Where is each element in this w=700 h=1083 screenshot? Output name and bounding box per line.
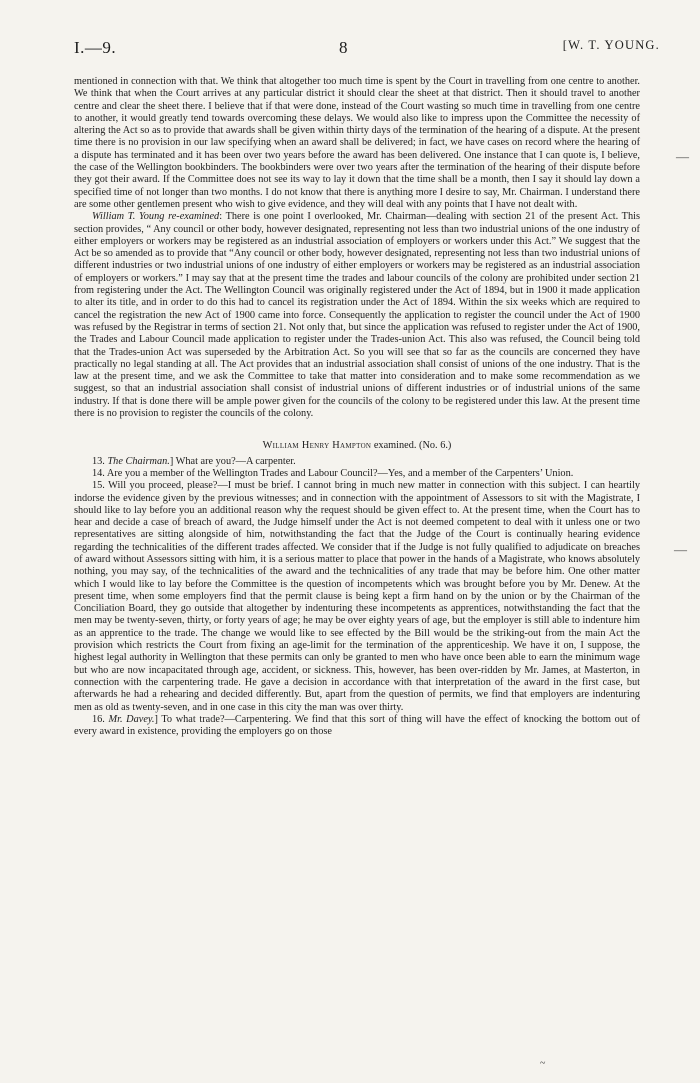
margin-mark: — xyxy=(676,149,689,164)
question xyxy=(74,714,640,739)
examination-label: examined. (No. 6.) xyxy=(373,440,452,452)
margin-mark: ~ xyxy=(540,1058,546,1069)
document-body xyxy=(74,76,640,738)
questioner: Mr. Davey. xyxy=(108,713,155,725)
witness-reference: [W. T. YOUNG. xyxy=(562,38,660,52)
examination-heading xyxy=(74,440,640,452)
witness-name: William T. Young xyxy=(92,211,165,223)
witness-name: William Henry Hampton xyxy=(262,440,372,452)
question xyxy=(74,456,640,468)
question: 15. Will you proceed, please?—I must be brief. I cannot bring in much new matter in connection with this subject. I can heartily indorse the evidence given by the previous witnesses; and in connection with the appointment of Assessors to sit with the Magistrate, I should like to lay before you an additional reason why the request should be given effect to. At the present time, when the Court has to hear and decide a case of breach of award, the Judge himself under the Act is not deemed competent to deal with it unless one or two representatives are sitting alongside of him, notwithstanding the fact that the Judge of the Court is continually hearing evidence regarding the technicalities of the different trades affected. We consider that if the Judge is not fully qualified to adjudicate on breaches of award without Assessors sitting with him, it is a serious matter to place that power in the hands of a Magistrate, who knows absolutely nothing, you may say, of the technicalities of the award and the technicalities of any trade that may be before him. One other matter which I would like to lay before the Committee is the question of incompetents which was brought before you by Mr. Denew. At the present time, when some employers find that the permit clause is being kept a firm hand on by the union or by the Chairman of the Conciliation Board, they go outside that altogether by indenturing these incompetents as apprentices, notwithstanding the fact that the men may be twenty-seven, thirty, or forty years of age; he may be over eighty years of age, but the employer is still able to indenture him as an apprentice to the trade. The change we would like to see effected by the Bill would be the striking-out from the main Act the provision which restricts the Court from fixing an age-limit for the termination of the apprenticeship. We have it on, I suppose, the highest legal authority in Wellington that these permits can only be granted to men who have once been able to earn the minimum wage but who are now incapacitated through age, accident, or sickness. This, however, has been over-ridden by Mr. James, at Masterton, in connection with the carpentering trade. He gave a decision in accordance with that interpretation of the award in the first case, but afterwards he had a rehearing and decided differently. But, apart from the question of permits, we find that employers are indenturing men as old as twenty-seven, and in one case in this city the man was over thirty. xyxy=(74,480,640,713)
page-number: 8 xyxy=(339,38,348,57)
witness-status: re-examined xyxy=(168,211,220,223)
questioner: The Chairman. xyxy=(107,455,170,467)
paragraph xyxy=(74,211,640,420)
question-number: 13. xyxy=(92,455,105,467)
question-number: 16. xyxy=(92,713,105,725)
document-page xyxy=(74,38,660,738)
paragraph: mentioned in connection with that. We think that altogether too much time is spent by the Court in travelling from one centre to another. We think that when the Court arrives at any particular district it should clear the sheet at that district. Then it should travel to another centre and clear the sheet there. I believe that if that were done, instead of the Court wasting so much time in travelling from one centre to another, it would greatly tend towards overcoming these delays. We would also like to impress upon the Committee the necessity of altering the Act so as to provide that awards shall be given within thirty days of the termination of the hearing of a dispute. At the present time there is no provision in our law specifying when an award shall be delivered; in fact, we have cases on record where the hearing of a dispute has terminated and it has been over two years before the award has been delivered. One instance that I can quote is, I believe, the case of the Wellington bookbinders. The bookbinders were over two years after the termination of the hearing of their dispute before they got their award. If the Committee does not see its way to lay it down that the time shall be a month, then I say it should lay down a specified time of not longer than two months. I do not know that there is anything more I desire to say, Mr. Chairman. I understand there are some other gentlemen present who wish to give evidence, and they will deal with any points that I have not dealt with. xyxy=(74,76,640,210)
question-text: ] To what trade?—Carpentering. We find that this sort of thing will have the effect of knocking the bottom out of every award in existence, providing the employers go on those xyxy=(74,713,640,738)
page-header xyxy=(74,38,660,60)
question-text: ] What are you?—A carpenter. xyxy=(169,455,296,467)
margin-mark: — xyxy=(674,542,687,557)
page-reference: I.—9. xyxy=(74,38,117,57)
question: 14. Are you a member of the Wellington Trades and Labour Council?—Yes, and a member of the Carpenters’ Union. xyxy=(92,467,574,479)
paragraph-text: : There is one point I overlooked, Mr. Chairman—dealing with section 21 of the present Act. This section provides, “ Any council or other body, however designated, representing not less than two industrial unions of the one industry of either employers or workers may be registered as an industrial association of employers or workers under this Act.” We suggest that the Act be so amended as to provide that “Any council or other body, however designated, representing not less than two industrial unions of different industries or two industrial unions of one industry of either employers or workers may be registered as an industrial association of employers or workers.” I may say that at the present time the trades and labour councils of the colony are prohibited under section 21 from registering under the Act. The Wellington Council was originally registered under the Act of 1894, but in 1900 it made application to alter its title, and in order to do this had to cancel its registration under the Act of 1894. Within the six weeks which are required to cancel the registration the new Act of 1900 came into force. Consequently the application to register the council under the Act of 1900 was refused by the Registrar in terms of section 21. Not only that, but since the application was refused to register under the Act of 1900, the Trades and Labour Council made application to register under the Trades-union Act. This also was refused, the Council being told that the Trades-union Act was superseded by the Arbitration Act. So you will see that so far as the councils are concerned they have practically no legal standing at all. The Act provides that an industrial association shall consist of unions of the one industry. That is the law at the present time, and we ask the Committee to take that matter into consideration and to make some recommendation as we suggest, so that an industrial association shall consist of industrial unions of different industries or of industrial unions of the same industry. If that is done there will be ample power given for the councils of the colony to be registered under this law. At the present time there is no provision to register the councils of the colony. xyxy=(74,211,640,420)
